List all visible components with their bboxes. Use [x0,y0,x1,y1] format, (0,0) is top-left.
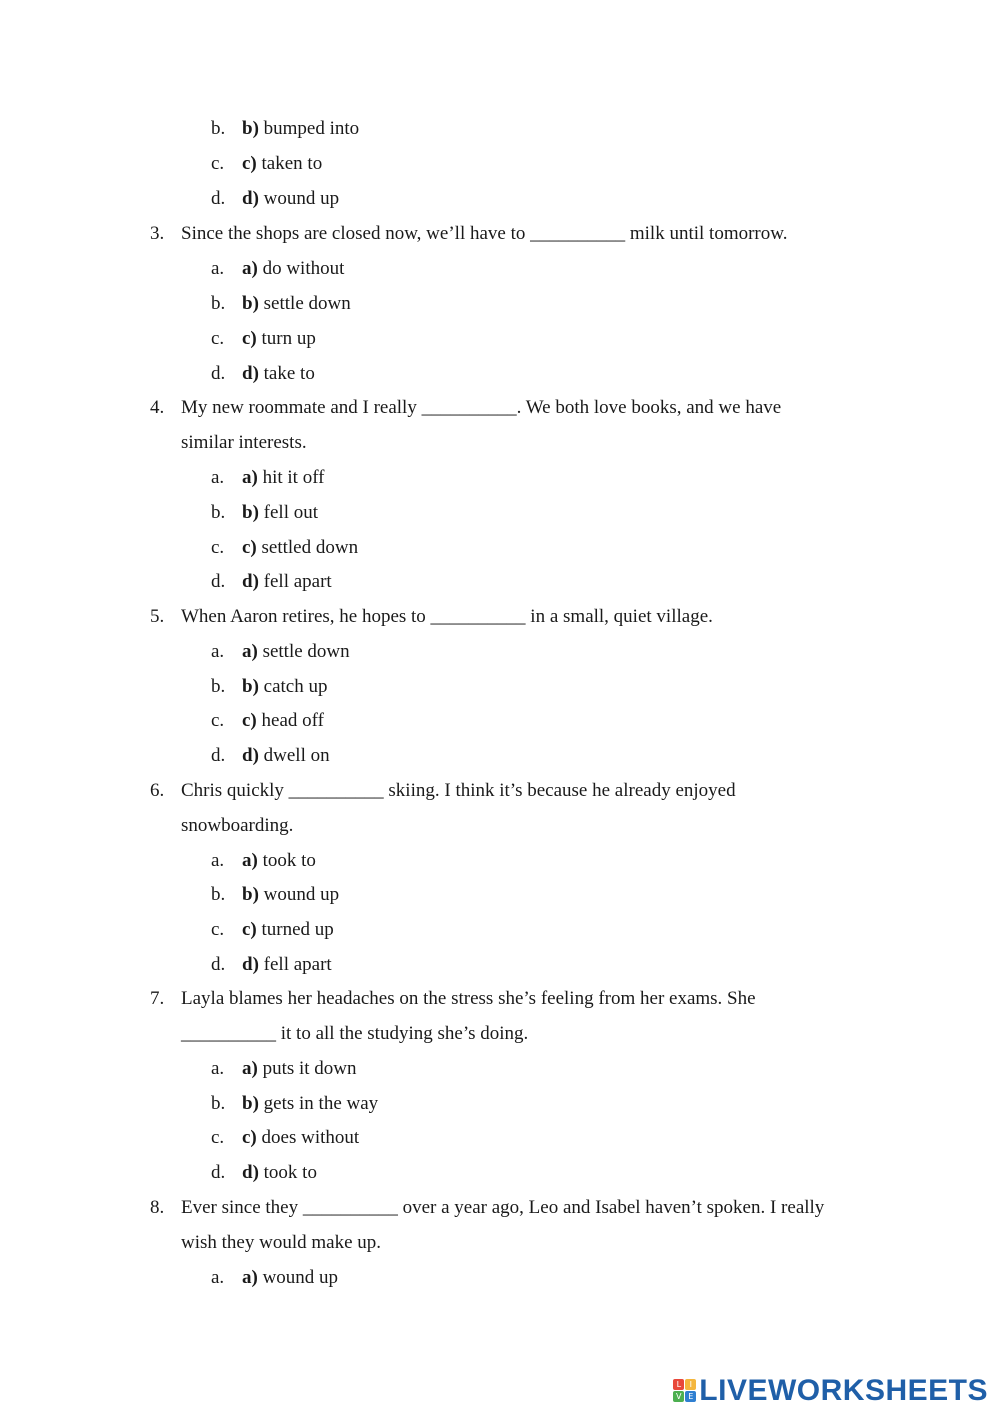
option-text [242,1163,317,1182]
option-letter: b. [211,118,226,139]
option-letter: b. [211,293,226,314]
option-letter: d. [211,571,226,592]
option-letter: d. [211,1162,226,1183]
liveworksheets-logo-icon [673,1379,697,1403]
option-key: b) [242,1093,259,1114]
question-number: 6. [150,780,165,801]
option-label: take to [258,363,315,384]
option-text [242,677,327,696]
question-text: similar interests. [181,432,307,453]
logo-block: V [673,1391,684,1402]
option-key: b) [242,884,259,905]
option-letter: c. [211,537,225,558]
option-text [242,885,339,904]
option-letter: d. [211,954,226,975]
option-letter: b. [211,502,226,523]
question-text: snowboarding. [181,815,294,836]
logo-block: I [685,1379,696,1390]
option-text [242,920,334,939]
option-key: b) [242,118,259,139]
option-key: b) [242,676,259,697]
option-letter: c. [211,710,225,731]
option-letter: a. [211,1267,225,1288]
option-text [242,851,316,870]
option-text [242,642,350,661]
option-letter: a. [211,258,225,279]
option-label: catch up [258,676,328,697]
question-text: Since the shops are closed now, we’ll have to __________ milk until tomorrow. [181,223,788,244]
option-letter: c. [211,328,225,349]
option-key: d) [242,1162,259,1183]
option-text [242,259,344,278]
question-number: 5. [150,606,165,627]
option-text [242,572,332,591]
option-letter: b. [211,1093,226,1114]
option-letter: c. [211,153,225,174]
option-key: a) [242,850,258,871]
option-letter: d. [211,363,226,384]
option-text [242,955,332,974]
option-key: c) [242,328,257,349]
option-key: b) [242,293,259,314]
logo-block: E [685,1391,696,1402]
option-text [242,119,359,138]
option-key: a) [242,258,258,279]
option-text [242,1268,338,1287]
option-text [242,189,339,208]
option-text [242,1128,359,1147]
question-number: 3. [150,223,165,244]
logo-block: L [673,1379,684,1390]
option-label: puts it down [257,1058,357,1079]
question-text: wish they would make up. [181,1232,382,1253]
option-letter: d. [211,188,226,209]
option-key: c) [242,153,257,174]
option-label: head off [256,710,324,731]
option-letter: b. [211,676,226,697]
option-key: d) [242,571,259,592]
option-text [242,1059,357,1078]
option-text [242,329,316,348]
option-key: b) [242,502,259,523]
option-label: took to [257,850,316,871]
option-label: dwell on [258,745,330,766]
option-letter: c. [211,1127,225,1148]
option-letter: a. [211,641,225,662]
option-key: c) [242,919,257,940]
option-key: c) [242,537,257,558]
question-number: 8. [150,1197,165,1218]
option-text [242,503,318,522]
option-label: took to [258,1162,317,1183]
option-key: d) [242,954,259,975]
option-text [242,468,325,487]
option-label: wound up [258,884,340,905]
question-text: When Aaron retires, he hopes to __________ in a small, quiet village. [181,606,713,627]
option-letter: a. [211,850,225,871]
option-key: d) [242,188,259,209]
option-label: fell apart [258,571,332,592]
option-key: c) [242,1127,257,1148]
option-text [242,364,315,383]
question-text: My new roommate and I really __________. We both love books, and we have [181,397,782,418]
option-key: a) [242,641,258,662]
option-text [242,154,322,173]
option-letter: a. [211,1058,225,1079]
option-label: turn up [256,328,316,349]
watermark-text: LIVEWORKSHEETS [699,1374,988,1407]
question-text: Ever since they __________ over a year ago, Leo and Isabel haven’t spoken. I really [181,1197,825,1218]
option-label: fell out [258,502,319,523]
question-text: Chris quickly __________ skiing. I think it’s because he already enjoyed [181,780,736,801]
option-text [242,1094,378,1113]
question-text: __________ it to all the studying she’s doing. [181,1023,529,1044]
liveworksheets-watermark [673,1376,988,1406]
option-label: taken to [256,153,323,174]
option-label: wound up [258,188,340,209]
option-text [242,538,358,557]
option-text [242,711,324,730]
option-text [242,746,330,765]
option-letter: c. [211,919,225,940]
option-letter: b. [211,884,226,905]
option-label: do without [257,258,345,279]
option-label: settled down [256,537,359,558]
option-label: bumped into [258,118,360,139]
option-label: turned up [256,919,334,940]
question-number: 7. [150,988,165,1009]
option-label: fell apart [258,954,332,975]
option-label: gets in the way [258,1093,379,1114]
option-label: hit it off [257,467,325,488]
question-text: Layla blames her headaches on the stress she’s feeling from her exams. She [181,988,756,1009]
option-key: c) [242,710,257,731]
option-key: d) [242,363,259,384]
option-label: does without [256,1127,360,1148]
option-letter: d. [211,745,226,766]
option-key: a) [242,467,258,488]
question-number: 4. [150,397,165,418]
option-text [242,294,351,313]
option-key: a) [242,1267,258,1288]
option-label: wound up [257,1267,339,1288]
option-label: settle down [258,293,351,314]
option-letter: a. [211,467,225,488]
option-key: d) [242,745,259,766]
option-key: a) [242,1058,258,1079]
option-label: settle down [257,641,350,662]
